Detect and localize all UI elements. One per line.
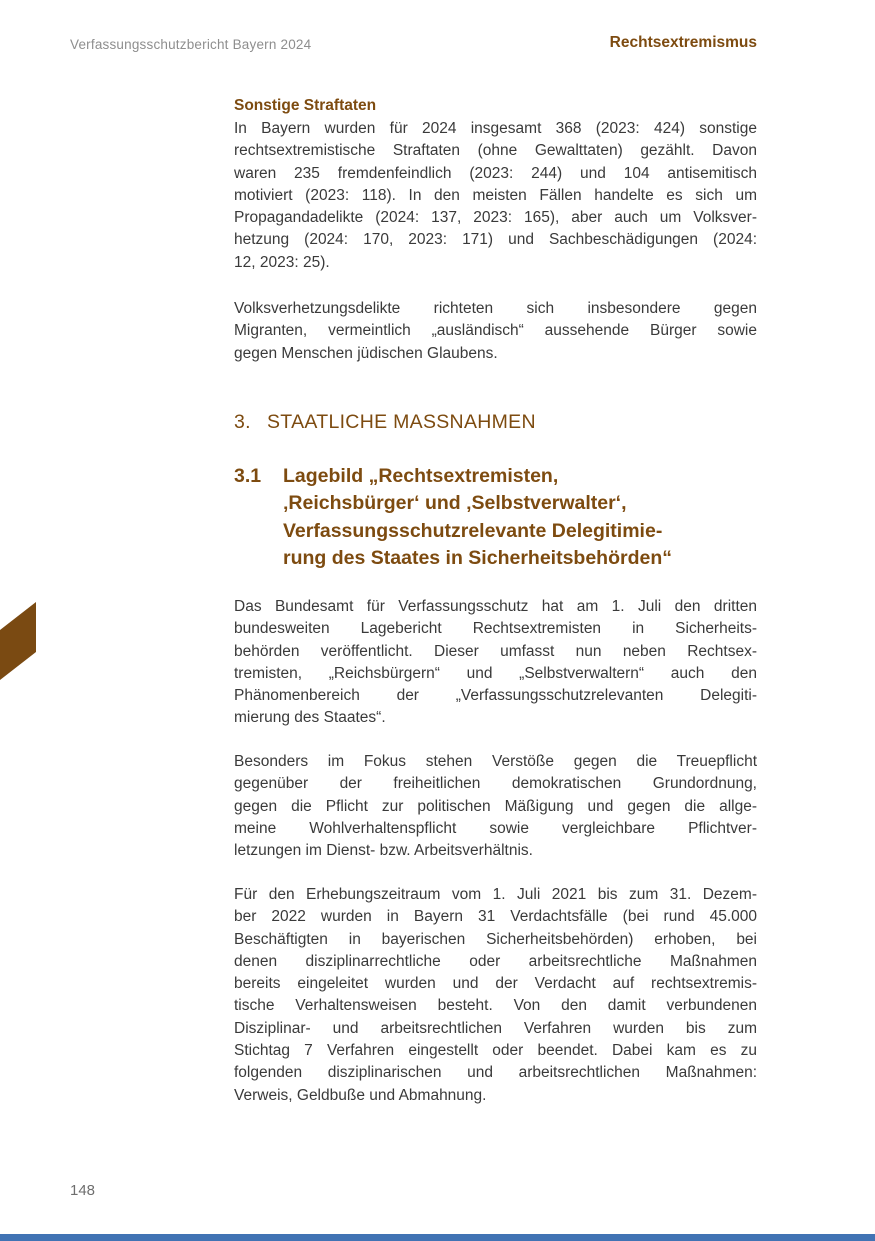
text-line: tische Verhaltensweisen besteht. Von den damit verbundenen xyxy=(234,997,757,1015)
text-line: Propagandadelikte (2024: 137, 2023: 165), aber auch um Volksver- xyxy=(234,209,757,227)
text-line: rechtsextremistische Straftaten (ohne Gewalttaten) gezählt. Davon xyxy=(234,142,757,160)
chapter-title: Rechtsextremismus xyxy=(609,34,757,51)
text-line: gegen Menschen jüdischen Glaubens. xyxy=(234,344,498,362)
text-line: Besonders im Fokus stehen Verstöße gegen die Treuepflicht xyxy=(234,753,757,770)
text-line: Beschäftigten in bayerischen Sicherheitsbehörden) erhoben, bei xyxy=(234,930,757,948)
text-line: bereits eingeleitet wurden und der Verdacht auf rechtsextremis- xyxy=(234,975,757,993)
text-line: Volksverhetzungsdelikte richteten sich insbesondere gegen xyxy=(234,300,757,317)
text-line: mierung des Staates“. xyxy=(234,709,386,727)
text-line: Disziplinar- und arbeitsrechtlichen Verfahren wurden bis zum xyxy=(234,1019,757,1037)
text-line: denen disziplinarrechtliche oder arbeitsrechtliche Maßnahmen xyxy=(234,952,757,970)
footer-bar xyxy=(0,1234,875,1241)
kicker-heading: Sonstige Straftaten xyxy=(234,97,377,114)
text-line: tremisten, „Reichsbürgern“ und „Selbstverwaltern“ auch den xyxy=(234,664,757,682)
text-line: motiviert (2023: 118). In den meisten Fällen handelte es sich um xyxy=(234,186,757,204)
text-line: bundesweiten Lagebericht Rechtsextremisten in Sicherheits- xyxy=(234,620,757,638)
subsection-heading xyxy=(234,463,757,572)
page-number: 148 xyxy=(70,1182,96,1199)
margin-accent-shape xyxy=(0,600,37,682)
text-line: Verweis, Geldbuße und Abmahnung. xyxy=(234,1086,487,1104)
section-heading xyxy=(234,410,757,434)
paragraph xyxy=(234,118,757,274)
heading-line: Verfassungsschutzrelevante Delegitimie- xyxy=(283,519,663,542)
heading-line: ‚Reichsbürger‘ und ‚Selbstverwalter‘, xyxy=(283,492,627,515)
heading-line: Lagebild „Rechtsextremisten, xyxy=(283,465,559,487)
paragraph xyxy=(234,298,757,365)
text-line: hetzung (2024: 170, 2023: 171) und Sachbeschädigungen (2024: xyxy=(234,231,757,249)
text-line: gegen die Pflicht zur politischen Mäßigung und gegen die allge- xyxy=(234,797,757,815)
text-line: behörden veröffentlicht. Dieser umfasst nun neben Rechtsex- xyxy=(234,642,757,660)
text-line: gegenüber der freiheitlichen demokratischen Grundordnung, xyxy=(234,775,757,793)
text-line: folgenden disziplinarischen und arbeitsrechtlichen Maßnahmen: xyxy=(234,1064,757,1082)
section-number: 3. xyxy=(234,411,251,433)
heading-line: rung des Staates in Sicherheitsbehörden“ xyxy=(283,546,673,569)
text-line: letzungen im Dienst- bzw. Arbeitsverhältnis. xyxy=(234,842,533,860)
subsection-number: 3.1 xyxy=(234,465,262,487)
paragraph xyxy=(234,884,757,1107)
paragraph xyxy=(234,751,757,862)
text-line: Das Bundesamt für Verfassungsschutz hat am 1. Juli den dritten xyxy=(234,598,757,615)
text-line: Phänomenbereich der „Verfassungsschutzrelevanten Delegiti- xyxy=(234,687,757,705)
text-line: Stichtag 7 Verfahren eingestellt oder beendet. Dabei kam es zu xyxy=(234,1042,757,1060)
text-line: meine Wohlverhaltenspflicht sowie vergleichbare Pflichtver- xyxy=(234,819,757,837)
text-line: ber 2022 wurden in Bayern 31 Verdachtsfälle (bei rund 45.000 xyxy=(234,908,757,926)
text-line: 12, 2023: 25). xyxy=(234,253,330,271)
text-line: waren 235 fremdenfeindlich (2023: 244) und 104 antisemitisch xyxy=(234,164,757,182)
subsection-title xyxy=(283,463,757,572)
running-title: Verfassungsschutzbericht Bayern 2024 xyxy=(70,37,312,52)
text-line: In Bayern wurden für 2024 insgesamt 368 (2023: 424) sonstige xyxy=(234,120,757,137)
section-title: STAATLICHE MASSNAHMEN xyxy=(267,411,536,433)
paragraph xyxy=(234,596,757,730)
text-line: Für den Erhebungszeitraum vom 1. Juli 2021 bis zum 31. Dezem- xyxy=(234,886,757,903)
text-line: Migranten, vermeintlich „ausländisch“ aussehende Bürger sowie xyxy=(234,322,757,340)
